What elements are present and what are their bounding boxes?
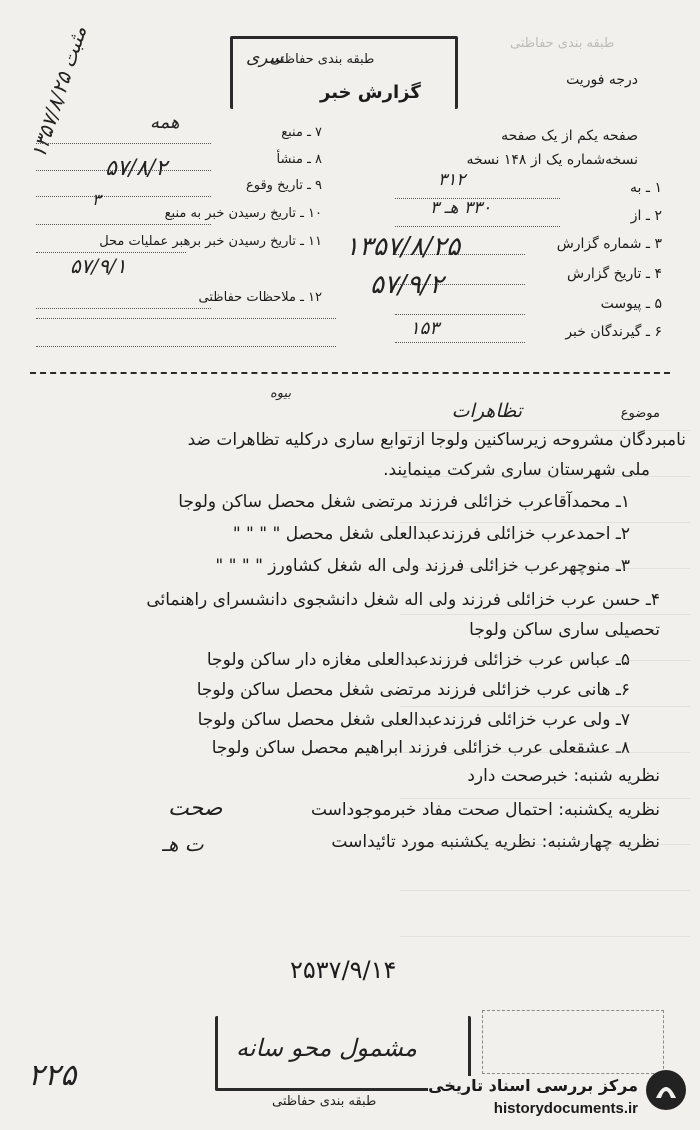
- left-field-row: ۱۰ ـ تاریخ رسیدن خبر به منبع: [164, 206, 322, 221]
- footer-classification-label: طبقه بندی حفاظتی: [272, 1094, 377, 1109]
- field-label: پیوست: [600, 296, 642, 312]
- bleed-through-lines: [400, 400, 690, 960]
- field-value: ۱۵۳: [410, 318, 440, 339]
- subject-label: موضوع: [620, 406, 660, 421]
- archive-url[interactable]: historydocuments.ir: [493, 1100, 638, 1117]
- page-number: ۲۲۵: [28, 1058, 77, 1093]
- left-field-row: ۹ ـ تاریخ وقوع: [245, 178, 322, 193]
- field-dotted-line: [395, 342, 525, 343]
- archive-name: مرکز بررسی اسناد تاریخی: [428, 1076, 638, 1095]
- field-number: ۶: [654, 324, 662, 340]
- footer-form-box: [482, 1010, 664, 1074]
- left-field-row: ۸ ـ منشأ: [276, 152, 322, 167]
- field-label: ملاحظات حفاظتی: [198, 290, 296, 305]
- blank-dotted-line: [36, 346, 336, 347]
- field-dotted-line: [395, 314, 525, 315]
- field-value: همه: [150, 112, 180, 133]
- field-dotted-line: [395, 226, 560, 227]
- classification-value: سری: [246, 48, 283, 68]
- field-label: تاریخ رسیدن خبر برهبر عملیات محل: [99, 234, 296, 249]
- field-number: ۳: [654, 236, 662, 252]
- right-field-row: ۱ ـ به: [630, 180, 662, 196]
- left-field-row: ۱۱ ـ تاریخ رسیدن خبر برهبر عملیات محل: [99, 234, 322, 249]
- report-title: گزارش خبر: [320, 82, 421, 103]
- field-value: ۳۱۲: [438, 170, 466, 190]
- archive-logo-icon: [646, 1070, 686, 1110]
- field-dotted-line: [36, 196, 211, 197]
- field-value: ۳۳۰ هـ ۳: [430, 198, 492, 218]
- body-line: ۴ـ حسن عرب خزائلی فرزند ولی اله شغل دانشجوی دانشسرای راهنمائی: [146, 590, 660, 610]
- body-line: تحصیلی ساری ساکن ولوجا: [469, 620, 660, 640]
- blank-dotted-line: [36, 318, 336, 319]
- left-field-row: ۱۲ ـ ملاحظات حفاظتی: [198, 290, 322, 305]
- copy-line: نسخه‌شماره یک از ۱۴۸ نسخه: [466, 152, 638, 168]
- field-value: ۳: [92, 190, 101, 209]
- page-line: صفحه یکم از یک صفحه: [501, 128, 638, 144]
- classification-label: طبقه بندی حفاظتی: [270, 52, 375, 67]
- signature: ت هـ: [162, 832, 204, 856]
- field-value: ۱۳۵۷/۸/۲۵: [345, 232, 461, 262]
- field-number: ۹: [315, 178, 322, 193]
- field-label: تاریخ گزارش: [567, 266, 642, 282]
- body-line: ۶ـ هانی عرب خزائلی فرزند مرتضی شغل محصل ساکن ولوجا: [196, 680, 630, 700]
- field-dotted-line: [36, 224, 211, 225]
- field-number: ۷: [315, 125, 322, 140]
- field-number: ۱: [654, 180, 662, 196]
- right-field-row: ۳ ـ شماره گزارش: [556, 236, 662, 252]
- body-line: نظریه چهارشنبه: نظریه یکشنبه مورد تائیداست: [331, 832, 660, 852]
- header-separator: [30, 372, 670, 374]
- body-line: ۱ـ محمدآقاعرب خزائلی فرزند مرتضی شغل محصل ساکن ولوجا: [178, 492, 630, 512]
- field-dotted-line: [36, 252, 186, 253]
- field-label: به: [630, 180, 642, 196]
- field-label: از: [630, 208, 642, 224]
- body-line: ملی شهرستان ساری شرکت مینمایند.: [383, 460, 650, 480]
- footer-stamp-text: مشمول محو سانه: [236, 1034, 417, 1062]
- field-label: تاریخ رسیدن خبر به منبع: [164, 206, 296, 221]
- margin-note: مثبت ۱۳۵۷/۸/۲۵: [26, 22, 92, 162]
- field-label: گیرندگان خبر: [565, 324, 642, 340]
- body-line: ۷ـ ولی عرب خزائلی فرزندعبدالعلی شغل محصل ساکن ولوجا: [197, 710, 630, 730]
- body-line: نامبردگان مشروحه زیرساکنین ولوجا ازتوابع ساری درکلیه تظاهرات ضد: [187, 430, 686, 450]
- body-line: ۵ـ عباس عرب خزائلی فرزندعبدالعلی مغازه دار ساکن ولوجا: [206, 650, 630, 670]
- bleed-through-text: طبقه بندی حفاظتی: [510, 36, 615, 51]
- field-value: ۵۷/۹/۱: [70, 254, 127, 278]
- subject-value: تظاهرات: [451, 400, 522, 422]
- field-number: ۱۲: [308, 290, 322, 305]
- field-label: شماره گزارش: [556, 236, 642, 252]
- right-field-row: ۶ ـ گیرندگان خبر: [565, 324, 662, 340]
- body-line: نظریه شنبه: خبرصحت دارد: [467, 766, 660, 786]
- right-field-row: ۵ ـ پیوست: [600, 296, 662, 312]
- field-dotted-line: [36, 308, 211, 309]
- body-line: ۳ـ منوچهرعرب خزائلی فرزند ولی اله شغل کشاورز " " " ": [215, 556, 630, 576]
- field-number: ۸: [315, 152, 322, 167]
- sahat-annotation: صحت: [168, 796, 223, 821]
- field-dotted-line: [36, 143, 211, 144]
- body-line: نظریه یکشنبه: احتمال صحت مفاد خبرموجوداست: [310, 800, 660, 820]
- body-line: ۸ـ عشقعلی عرب خزائلی فرزند ابراهیم محصل ساکن ولوجا: [211, 738, 630, 758]
- field-label: منشأ: [276, 152, 303, 167]
- subject-aside: بیوه: [270, 386, 292, 401]
- field-value: ۵۷/۹/۲: [370, 270, 444, 300]
- field-value: ۵۷/۸/۲: [105, 156, 168, 181]
- field-number: ۵: [654, 296, 662, 312]
- left-field-row: ۷ ـ منبع: [281, 125, 322, 140]
- right-field-row: ۲ ـ از: [630, 208, 662, 224]
- field-number: ۱۱: [308, 234, 322, 249]
- right-field-row: ۴ ـ تاریخ گزارش: [567, 266, 662, 282]
- date-bottom: ۲۵۳۷/۹/۱۴: [290, 956, 397, 984]
- field-label: منبع: [281, 125, 303, 140]
- field-label: تاریخ وقوع: [245, 178, 303, 193]
- field-number: ۱۰: [308, 206, 322, 221]
- field-number: ۴: [654, 266, 662, 282]
- priority-label: درجه فوریت: [566, 72, 638, 88]
- body-line: ۲ـ احمدعرب خزائلی فرزندعبدالعلی شغل محصل " " " ": [232, 524, 630, 544]
- field-number: ۲: [654, 208, 662, 224]
